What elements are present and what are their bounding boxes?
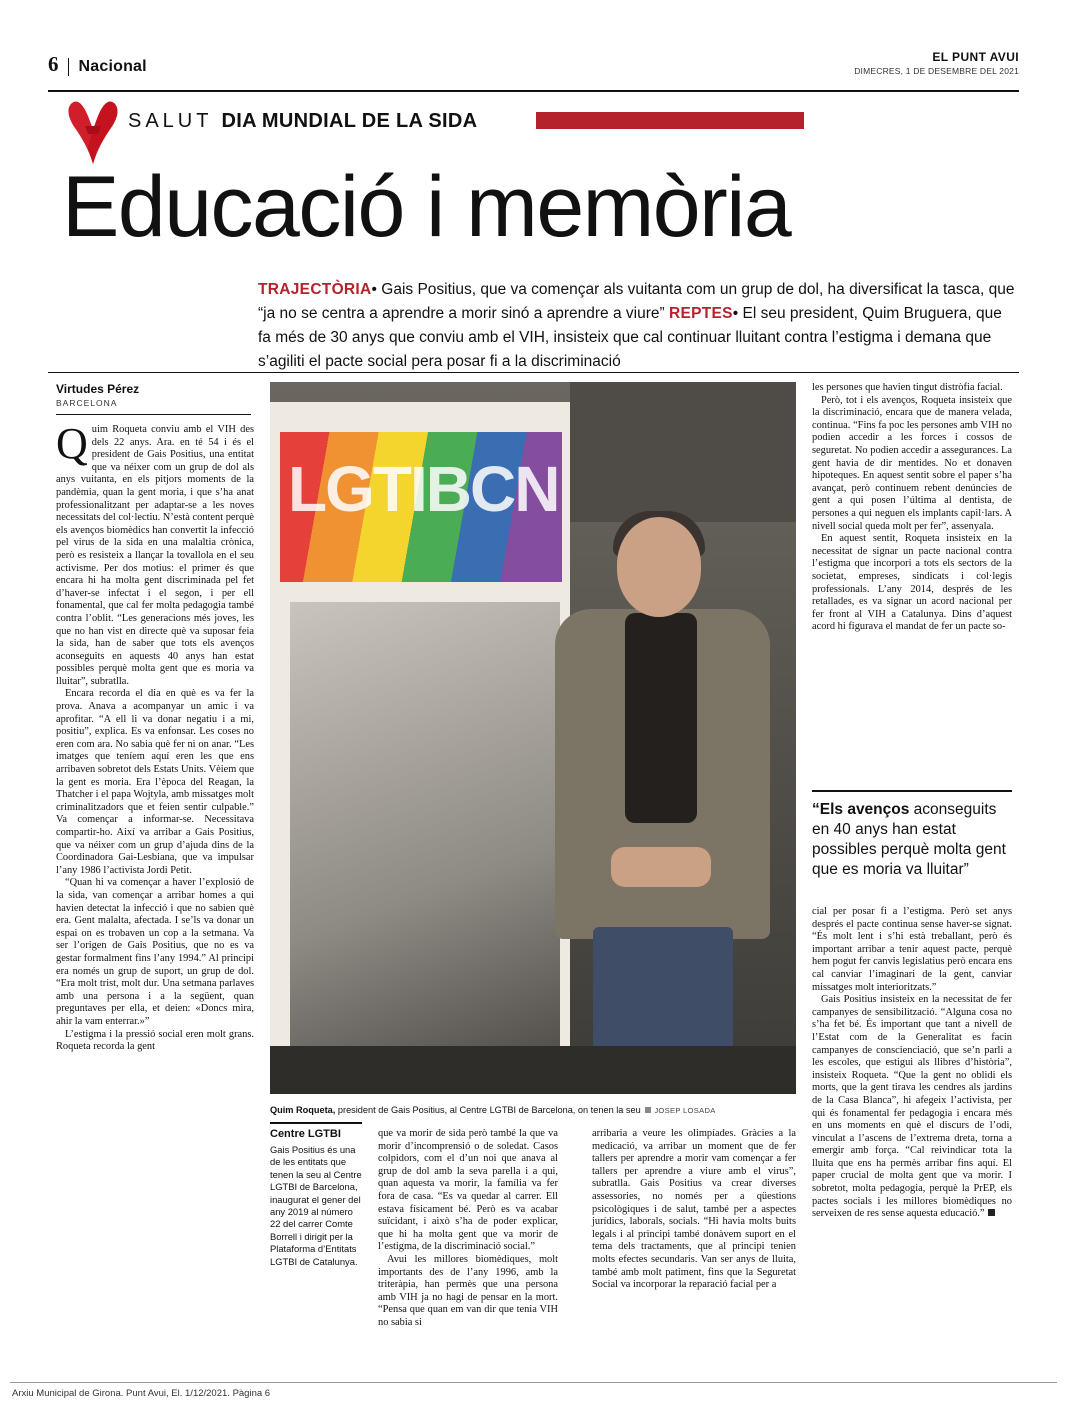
- article-photo: [270, 382, 796, 1094]
- paragraph: Però, tot i els avenços, Roqueta insisteix que la discriminació, encara que de manera velada, continua. “Fins fa poc les persones amb VIH no podien accedir a les forces i cossos de seguretat. No podien accedir a assegurances. La gent havia de dir mentides. No et donaven hipoteques. En aquest sentit sobre el paper s’ha avançat, però continuem rebent denúncies de gent a qui posen l’última al dentista, de persones a qui neguen els implants capil·lars. A nivell social queda molt per fer”, assenyala.: [812, 394, 1012, 532]
- kicker-topic: DIA MUNDIAL DE LA SIDA: [221, 109, 478, 132]
- credit-square-icon: [645, 1107, 651, 1113]
- byline-rule: [56, 414, 251, 415]
- standfirst-text-2: • El seu president, Quim Bruguera, que fa més de 30 anys que conviu amb el VIH, insisteix que cal continuar lluitant contra l’estigma i demana que s’agiliti el pacte social pera posar fi a la discriminació: [258, 305, 1002, 370]
- paragraph: arribaria a veure les olimpíades. Gràcies a la medicació, va arribar un moment que de fer tallers per aprendre a morir vam començar a fer tallers per aprendre a viure amb el virus”, subratlla. Gais Positius va crear diverses assessories, no només per a qüestions psicològiques i de salut, també per a aspectes jurídics, laborals, socials. “Hi havia molts buits legals i al principi també donàvem suport en el tema dels tractaments, que al principi tenien molts efectes secundaris. Van ser anys de lluita, també amb molt patiment, fins que la Seguretat Social va incorporar la reparació facial per a: [592, 1128, 796, 1291]
- footer-rule: [10, 1382, 1057, 1383]
- infobox-title: Centre LGTBI: [270, 1128, 341, 1140]
- paragraph-text: uim Roqueta conviu amb el VIH des dels 22 anys. Ara. en té 54 i és el president de Gais Positius, una entitat que va néixer com un grup de dol als anys vuitanta, en els pitjors moments de la pandèmia, quan la gent moria, i que s’ha anat professionalitzant per adaptar-se a les noves necessitats del col·lectiu. N’està content perquè els avenços biomèdics han convertit la infecció pel virus de la sida en una malaltia crònica, però es resisteix a llançar la tovallola en el seu activisme. Per dos motius: el primer és que encara hi ha molta gent discriminada pel fet d’haver-se infectat i el segon, i per ell fonamental, que cal fer molta pedagogia també contra l’oblit. “Les generacions més joves, les que no han vist en directe què va suposar feia la sida, han de saber que tots els avenços aconseguits en aquests 40 anys han estat possibles perquè molta gent que es moria va lluitar”, subratlla.: [56, 424, 254, 687]
- standfirst-label-1: TRAJECTÒRIA: [258, 281, 372, 298]
- author-name: Virtudes Pérez: [56, 382, 140, 396]
- page-number-box: [48, 52, 147, 77]
- standfirst: [258, 278, 1019, 374]
- photo-wall-panel: [570, 382, 796, 522]
- paper-name: EL PUNT AVUI: [932, 50, 1019, 64]
- infobox: [270, 1128, 362, 1268]
- standfirst-text-1: • Gais Positius, que va començar als vuitanta com un grup de dol, ha diversificat la tasca, que “ja no se centra a aprendre a morir sinó a aprendre a viure”: [258, 281, 1015, 322]
- body-column-2: [378, 1128, 558, 1330]
- kicker-bar: [536, 112, 804, 129]
- paragraph: [812, 994, 1012, 1221]
- section-name: Nacional: [68, 58, 147, 76]
- paragraph: les persones que havien tingut distròfia facial.: [812, 382, 1003, 393]
- archive-footer: Arxiu Municipal de Girona. Punt Avui, El. 1/12/2021. Pàgina 6: [12, 1388, 271, 1399]
- content-rule: [48, 372, 1019, 373]
- masthead-rule: [48, 90, 1019, 92]
- paragraph: En aquest sentit, Roqueta insisteix en la necessitat de signar un pacte nacional contra l’estigma que incorpori a tots els sectors de la societat, empreses, sindicats i col·legis professionals. L’any 2014, després de les retallades, es va signar un acord nacional per fer front al VIH a Catalunya. Dins d’aquest acord hi figurava el mandat de fer un pacte so-: [812, 533, 1012, 633]
- kicker-label: SALUT: [128, 109, 213, 132]
- photo-floor: [270, 1046, 796, 1094]
- body-column-4: [812, 382, 1012, 634]
- pull-quote: [812, 800, 1012, 880]
- infobox-body: Gais Positius és una de les entitats que tenen la seu al Centre LGTBI de Barcelona, inaugurat el gener del any 2019 al número 22 del carrer Comte Borrell i dirigit per la Plataforma d’Entitats LGTBI de Catalunya.: [270, 1144, 362, 1267]
- photo-caption-bold: Quim Roqueta,: [270, 1105, 336, 1115]
- paragraph-text: Gais Positius insisteix en la necessitat de fer campanyes de sensibilització. “Alguna cosa no s’ha fet bé. És important que tant a nivell de l’Estat com de la Generalitat es facin campanyes de conscienciació, que se’n parli a les escoles, que estigui als llibres d’història”, insisteix Roqueta. “Que la gent no oblidi els morts, que la gent tirava les cendres als jardins de la Casa Blanca”, hi afegeix l’activista, per qui és fonamental fer pedagogia i encara més en uns moments en què el discurs de l’odi, vinculat a l’ascens de l’extrema dreta, torna a emergir amb força. “Cal reivindicar tota la lluita que ens ha permès arribar fins aquí. El paper crucial de molta gent que va morir. I sobretot, molta pedagogia, perquè la PrEP, els pactes socials i les millores biomèdiques no serveixen de res sense aquesta educació.”: [812, 994, 1012, 1220]
- paragraph: Avui les millores biomèdiques, molt importants des de l’any 1996, amb la triteràpia, han permès que una persona amb VIH ja no hagi de pensar en la mort. “Pensa que quan em van dir que tenia VIH no sabia si: [378, 1253, 558, 1328]
- end-of-article-icon: [988, 1209, 995, 1216]
- paragraph: “Quan hi va començar a haver l’explosió de la sida, van començar a arribar homes a qui havien detectat la infecció i que no sabien què era. Gent malalta, afectada. I se’ls va donar un espai on es trobaven un cop a la setmana. Va ser l’origen de Gais Positius, que no es va gestar formalment fins l’any 1994.” Al principi era només un grup de suport, un grup de dol. “Era molt trist, molt dur. Una setmana parlaves amb una persona i a la següent, quan preguntaves per ella, et deien: «Doncs mira, ahir la vam enterrar.»”: [56, 877, 254, 1027]
- pull-quote-rest: aconseguits en 40 anys han estat possibles perquè molta gent que es moria va lluitar”: [812, 801, 1006, 878]
- photo-credit: JOSEP LOSADA: [654, 1106, 716, 1115]
- masthead-right: [854, 50, 1019, 76]
- subject-shirt: [625, 613, 697, 823]
- paragraph: que va morir de sida però també la que va morir d’incomprensió o de soledat. Casos colpidors, com el d’un noi que anava al grup de dol amb la seva parella i a qui, quan aquesta va morir, la família va fer fora de casa. “Es va quedar al carrer. Ell estava físicament bé. Però es va acabar suïcidant, i això s’ha de poder explicar, que hi ha molta gent que va morir de l’estigma, de la discriminació social.”: [378, 1128, 558, 1253]
- subject-face: [617, 517, 701, 617]
- poster-portrait: [290, 602, 560, 1072]
- kicker: [128, 108, 477, 134]
- photo-caption-text: president de Gais Positius, al Centre LGTBI de Barcelona, on tenen la seu: [335, 1105, 641, 1115]
- photo-poster: [270, 402, 570, 1072]
- drop-cap: Q: [56, 419, 88, 468]
- dateline-city: BARCELONA: [56, 398, 118, 408]
- masthead: [48, 52, 1019, 86]
- photo-subject: [555, 517, 770, 1094]
- page-number: 6: [48, 52, 59, 76]
- aids-ribbon-icon: [62, 98, 124, 166]
- standfirst-label-2: REPTES: [668, 305, 733, 322]
- poster-text: LGTIBCN: [288, 453, 559, 525]
- body-column-3: [592, 1128, 796, 1292]
- pull-quote-lead: “Els avenços: [812, 801, 910, 818]
- page-title: Educació i memòria: [62, 159, 791, 255]
- paragraph: [56, 419, 254, 688]
- photo-caption: [270, 1104, 796, 1117]
- subject-hands: [611, 847, 711, 887]
- paragraph: cial per posar fi a l’estigma. Però set anys després el pacte continua sense haver-se signat. “És molt lent i s’hi està treballant, però és important arribar a tenir aquest pacte, perquè hem pogut fer canvis legislatius però encara ens cal canviar l’imaginari de la gent, canviar missatges molt interioritzats.”: [812, 906, 1012, 993]
- pullquote-rule: [812, 790, 1012, 792]
- paragraph: Encara recorda el dia en què es va fer la prova. Anava a acompanyar un amic i va aprofitar. “A ell li va donar negatiu i a mi, positiu”, explica. Es va enfonsar. Les coses no eren com ara. No sabia què fer ni on anar. “Les imatges que teníem aquí eren les que ens arribaven sobretot dels Estats Units. Vèiem que la gent es moria. Era l’època del Reagan, la Thatcher i el papa Wojtyla, amb missatges molt criminalitzadors que et feien sentir culpable.” Va començar a informar-se. Necessitava compartir-ho. Així va arribar a Gais Positius, que va néixer com un grup d’ajuda dins de la Coordinadora Gai-Lesbiana, que va impulsar l’any 1986 l’activista Jordi Petit.: [56, 688, 254, 876]
- infobox-rule: [270, 1122, 362, 1124]
- body-column-1: [56, 419, 254, 1054]
- body-column-5: [812, 906, 1012, 1221]
- issue-date: DIMECRES, 1 DE DESEMBRE DEL 2021: [854, 66, 1019, 76]
- paragraph: L’estigma i la pressió social eren molt grans. Roqueta recorda la gent: [56, 1028, 254, 1053]
- byline: [56, 382, 251, 408]
